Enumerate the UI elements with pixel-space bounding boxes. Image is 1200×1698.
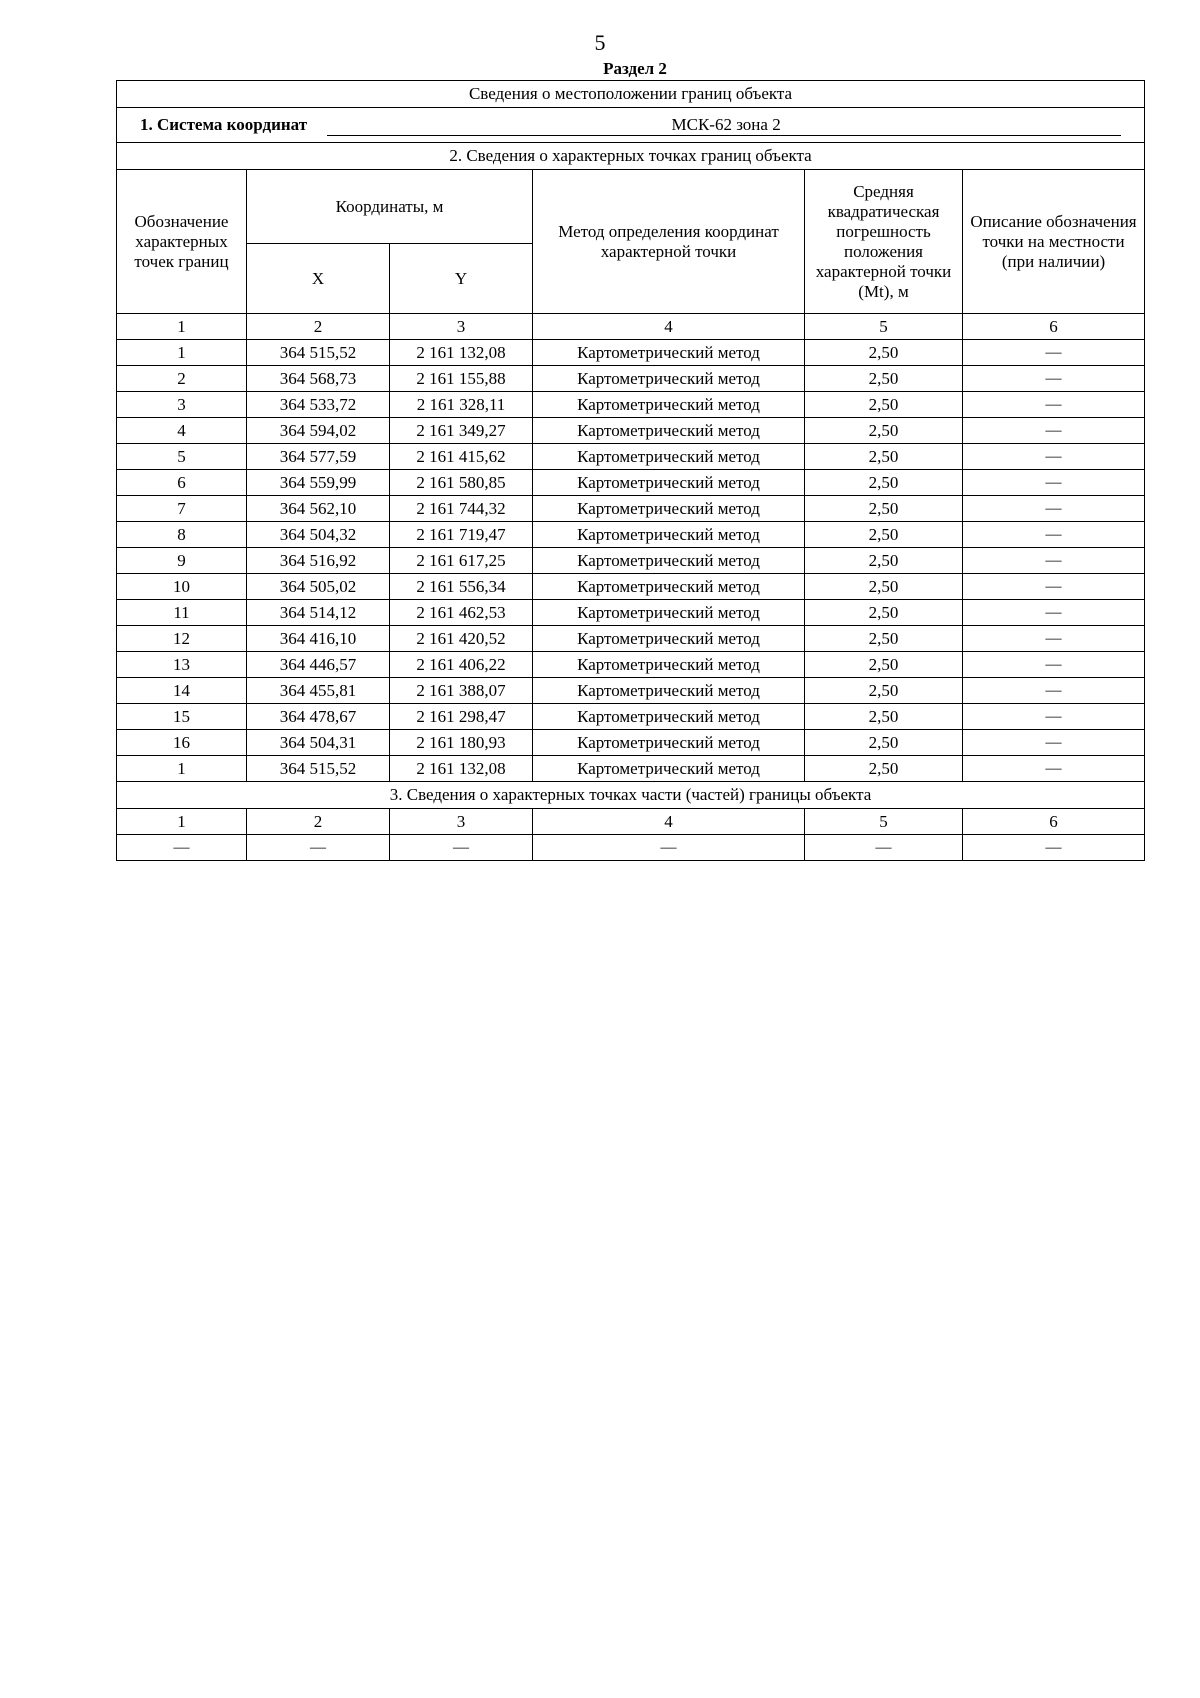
parts-cell: — (533, 835, 805, 861)
boundary-table (116, 80, 1145, 861)
y-cell: 2 161 298,47 (390, 704, 533, 730)
method-cell: Картометрический метод (533, 470, 805, 496)
method-cell: Картометрический метод (533, 626, 805, 652)
mt-cell: 2,50 (805, 470, 963, 496)
method-cell: Картометрический метод (533, 730, 805, 756)
header-error: Средняя квадратическая погрешность положения характерной точки (Mt), м (805, 170, 963, 314)
header-x: X (247, 244, 390, 314)
description-cell: — (963, 678, 1145, 704)
y-cell: 2 161 388,07 (390, 678, 533, 704)
table-row (117, 548, 1145, 574)
mt-cell: 2,50 (805, 548, 963, 574)
table-row (117, 340, 1145, 366)
parts-cell: — (117, 835, 247, 861)
table-row (117, 392, 1145, 418)
table-row (117, 470, 1145, 496)
point-cell: 9 (117, 548, 247, 574)
y-cell: 2 161 415,62 (390, 444, 533, 470)
method-cell: Картометрический метод (533, 366, 805, 392)
point-cell: 5 (117, 444, 247, 470)
y-cell: 2 161 406,22 (390, 652, 533, 678)
parts-title-row (117, 782, 1145, 809)
point-cell: 1 (117, 756, 247, 782)
mt-cell: 2,50 (805, 756, 963, 782)
x-cell: 364 514,12 (247, 600, 390, 626)
column-number: 6 (963, 809, 1145, 835)
y-cell: 2 161 462,53 (390, 600, 533, 626)
method-cell: Картометрический метод (533, 418, 805, 444)
x-cell: 364 416,10 (247, 626, 390, 652)
point-cell: 10 (117, 574, 247, 600)
table-title: Сведения о местоположении границ объекта (117, 81, 1145, 108)
column-number: 5 (805, 809, 963, 835)
table-row (117, 652, 1145, 678)
column-number: 4 (533, 809, 805, 835)
column-number: 5 (805, 314, 963, 340)
y-cell: 2 161 617,25 (390, 548, 533, 574)
x-cell: 364 568,73 (247, 366, 390, 392)
description-cell: — (963, 366, 1145, 392)
point-cell: 8 (117, 522, 247, 548)
x-cell: 364 505,02 (247, 574, 390, 600)
parts-cell: — (390, 835, 533, 861)
point-cell: 6 (117, 470, 247, 496)
method-cell: Картометрический метод (533, 652, 805, 678)
x-cell: 364 559,99 (247, 470, 390, 496)
description-cell: — (963, 626, 1145, 652)
header-coordinates: Координаты, м (247, 170, 533, 244)
method-cell: Картометрический метод (533, 600, 805, 626)
mt-cell: 2,50 (805, 730, 963, 756)
y-cell: 2 161 580,85 (390, 470, 533, 496)
y-cell: 2 161 719,47 (390, 522, 533, 548)
mt-cell: 2,50 (805, 652, 963, 678)
y-cell: 2 161 328,11 (390, 392, 533, 418)
header-designation: Обозначение характерных точек границ (117, 170, 247, 314)
method-cell: Картометрический метод (533, 756, 805, 782)
table-row (117, 444, 1145, 470)
y-cell: 2 161 180,93 (390, 730, 533, 756)
parts-column-numbers-row (117, 809, 1145, 835)
mt-cell: 2,50 (805, 704, 963, 730)
x-cell: 364 562,10 (247, 496, 390, 522)
y-cell: 2 161 420,52 (390, 626, 533, 652)
mt-cell: 2,50 (805, 600, 963, 626)
method-cell: Картометрический метод (533, 340, 805, 366)
column-number: 6 (963, 314, 1145, 340)
y-cell: 2 161 132,08 (390, 756, 533, 782)
column-number: 1 (117, 809, 247, 835)
coordinate-system-label: 1. Система координат (139, 114, 308, 134)
x-cell: 364 478,67 (247, 704, 390, 730)
description-cell: — (963, 496, 1145, 522)
x-cell: 364 515,52 (247, 756, 390, 782)
point-cell: 13 (117, 652, 247, 678)
table-row (117, 496, 1145, 522)
column-number: 3 (390, 809, 533, 835)
x-cell: 364 594,02 (247, 418, 390, 444)
mt-cell: 2,50 (805, 496, 963, 522)
method-cell: Картометрический метод (533, 704, 805, 730)
method-cell: Картометрический метод (533, 574, 805, 600)
x-cell: 364 533,72 (247, 392, 390, 418)
description-cell: — (963, 340, 1145, 366)
points-title: 2. Сведения о характерных точках границ объекта (117, 143, 1145, 170)
description-cell: — (963, 548, 1145, 574)
table-row (117, 600, 1145, 626)
parts-cell: — (805, 835, 963, 861)
description-cell: — (963, 600, 1145, 626)
mt-cell: 2,50 (805, 418, 963, 444)
parts-cell: — (963, 835, 1145, 861)
table-row (117, 366, 1145, 392)
mt-cell: 2,50 (805, 444, 963, 470)
point-cell: 7 (117, 496, 247, 522)
point-cell: 4 (117, 418, 247, 444)
x-cell: 364 504,32 (247, 522, 390, 548)
description-cell: — (963, 522, 1145, 548)
column-numbers-row (117, 314, 1145, 340)
table-row (117, 418, 1145, 444)
header-description: Описание обозначения точки на местности (при наличии) (963, 170, 1145, 314)
header-row-1 (117, 170, 1145, 244)
y-cell: 2 161 744,32 (390, 496, 533, 522)
parts-title: 3. Сведения о характерных точках части (частей) границы объекта (117, 782, 1145, 809)
coordinate-system-value: МСК-62 зона 2 (327, 115, 1121, 136)
description-cell: — (963, 756, 1145, 782)
description-cell: — (963, 392, 1145, 418)
y-cell: 2 161 155,88 (390, 366, 533, 392)
mt-cell: 2,50 (805, 366, 963, 392)
coordinate-system-row (117, 108, 1145, 143)
parts-row (117, 835, 1145, 861)
page-number: 5 (594, 30, 606, 55)
method-cell: Картометрический метод (533, 548, 805, 574)
table-row (117, 704, 1145, 730)
method-cell: Картометрический метод (533, 392, 805, 418)
x-cell: 364 516,92 (247, 548, 390, 574)
section-title: Раздел 2 (603, 59, 667, 78)
table-row (117, 626, 1145, 652)
description-cell: — (963, 704, 1145, 730)
description-cell: — (963, 652, 1145, 678)
y-cell: 2 161 556,34 (390, 574, 533, 600)
point-cell: 3 (117, 392, 247, 418)
y-cell: 2 161 349,27 (390, 418, 533, 444)
description-cell: — (963, 574, 1145, 600)
point-cell: 11 (117, 600, 247, 626)
header-method: Метод определения координат характерной точки (533, 170, 805, 314)
description-cell: — (963, 470, 1145, 496)
point-cell: 12 (117, 626, 247, 652)
point-cell: 1 (117, 340, 247, 366)
method-cell: Картометрический метод (533, 496, 805, 522)
points-title-row (117, 143, 1145, 170)
mt-cell: 2,50 (805, 340, 963, 366)
column-number: 4 (533, 314, 805, 340)
mt-cell: 2,50 (805, 678, 963, 704)
method-cell: Картометрический метод (533, 522, 805, 548)
method-cell: Картометрический метод (533, 444, 805, 470)
description-cell: — (963, 730, 1145, 756)
x-cell: 364 455,81 (247, 678, 390, 704)
column-number: 2 (247, 314, 390, 340)
table-title-row (117, 81, 1145, 108)
description-cell: — (963, 418, 1145, 444)
column-number: 2 (247, 809, 390, 835)
mt-cell: 2,50 (805, 392, 963, 418)
point-cell: 15 (117, 704, 247, 730)
point-cell: 14 (117, 678, 247, 704)
table-row (117, 730, 1145, 756)
mt-cell: 2,50 (805, 574, 963, 600)
table-row (117, 574, 1145, 600)
x-cell: 364 577,59 (247, 444, 390, 470)
x-cell: 364 504,31 (247, 730, 390, 756)
x-cell: 364 446,57 (247, 652, 390, 678)
x-cell: 364 515,52 (247, 340, 390, 366)
point-cell: 16 (117, 730, 247, 756)
table-row (117, 756, 1145, 782)
point-cell: 2 (117, 366, 247, 392)
column-number: 1 (117, 314, 247, 340)
description-cell: — (963, 444, 1145, 470)
y-cell: 2 161 132,08 (390, 340, 533, 366)
mt-cell: 2,50 (805, 522, 963, 548)
table-row (117, 522, 1145, 548)
table-row (117, 678, 1145, 704)
parts-cell: — (247, 835, 390, 861)
header-y: Y (390, 244, 533, 314)
mt-cell: 2,50 (805, 626, 963, 652)
column-number: 3 (390, 314, 533, 340)
method-cell: Картометрический метод (533, 678, 805, 704)
